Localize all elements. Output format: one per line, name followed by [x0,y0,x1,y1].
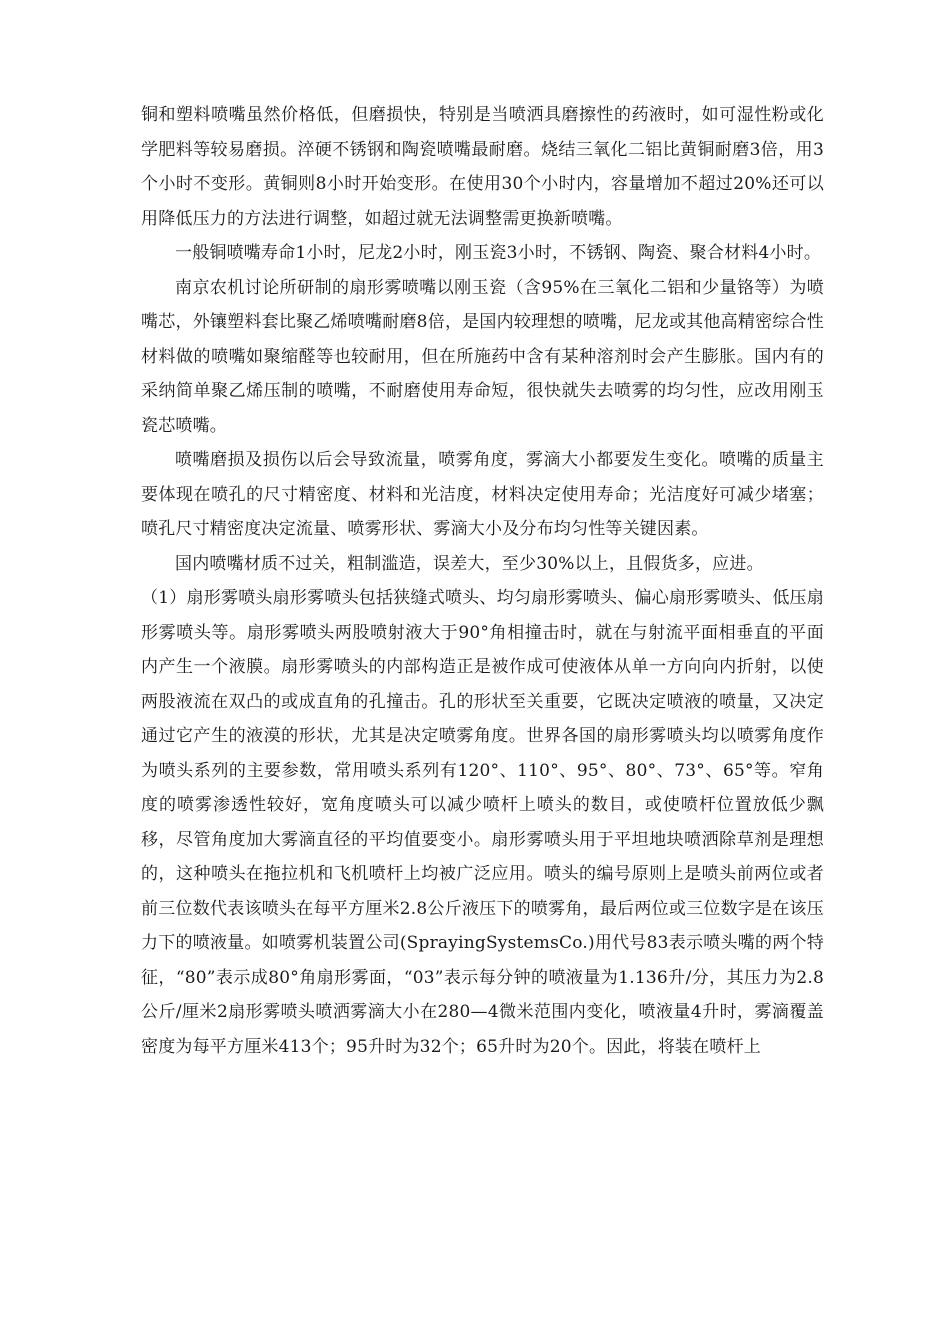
paragraph-nozzle-lifespan: 一般铜喷嘴寿命1小时，尼龙2小时，刚玉瓷3小时，不锈钢、陶瓷、聚合材料4小时。 [175,243,822,263]
paragraph-fan-nozzle: （1）扇形雾喷头扇形雾喷头包括狭缝式喷头、均匀扇形雾喷头、偏心扇形雾喷头、低压扇形雾喷头等。扇形雾喷头两股喷射液大于90°角相撞击时，就在与射流平面相垂直的平面内产生一个液膜。扇形雾喷头的内部构造正是被作成可使液体从单一方向向内折射，以使两股液流在双凸的或成直角的孔撞击。孔的形状至关重要，它既决定喷液的喷量，又决定通过它产生的液漠的形状，尤其是决定喷雾角度。世界各国的扇形雾喷头均以喷雾角度作为喷头系列的主要参数，常用喷头系列有120°、110°、95°、80°、73°、65°等。窄角度的喷雾渗透性较好，宽角度喷头可以减少喷杆上喷头的数目，或使喷杆位置放低少飘移，尽管角度加大雾滴直径的平均值要变小。扇形雾喷头用于平坦地块喷洒除草剂是理想的，这种喷头在拖拉机和飞机喷杆上均被广泛应用。喷头的编号原则上是喷头前两位或者前三位数代表该喷头在每平方厘米2.8公斤液压下的喷雾角，最后两位或三位数字是在该压力下的喷液量。如喷雾机装置公司(SprayingSystemsCo.)用代号83表示喷头嘴的两个特征，“80”表示成80°角扇形雾面，“03”表示每分钟的喷液量为1.136升/分，其压力为2.8公斤/厘米2扇形雾喷头喷洒雾滴大小在280—4微米范围内变化，喷液量4升时，雾滴覆盖密度为每平方厘米413个；95升时为32个；65升时为20个。因此，将装在喷杆上 [141,588,824,1057]
document-body [141,98,824,1064]
paragraph-nozzle-quality: 喷嘴磨损及损伤以后会导致流量，喷雾角度，雾滴大小都要发生变化。喷嘴的质量主要体现在喷孔的尺寸精密度、材料和光洁度，材料决定使用寿命；光洁度好可减少堵塞；喷孔尺寸精密度决定流量、喷雾形状、雾滴大小及分布均匀性等关键因素。 [141,450,824,539]
paragraph-nanjing-nozzle: 南京农机讨论所研制的扇形雾喷嘴以刚玉瓷（含95%在三氧化二铝和少量铬等）为喷嘴芯，外镶塑料套比聚乙烯喷嘴耐磨8倍，是国内较理想的喷嘴，尼龙或其他高精密综合性材料做的喷嘴如聚缩醛等也较耐用，但在所施药中含有某种溶剂时会产生膨胀。国内有的采纳简单聚乙烯压制的喷嘴，不耐磨使用寿命短，很快就失去喷雾的均匀性，应改用刚玉瓷芯喷嘴。 [141,277,824,436]
paragraph-domestic-nozzles: 国内喷嘴材质不过关，粗制滥造，误差大，至少30%以上，且假货多，应进。 [175,553,764,574]
paragraph-nozzle-wear: 铜和塑料喷嘴虽然价格低，但磨损快，特别是当喷洒具磨擦性的药液时，如可湿性粉或化学肥料等较易磨损。淬硬不锈钢和陶瓷喷嘴最耐磨。烧结三氧化二铝比黄铜耐磨3倍，用3个小时不变形。黄铜则8小时开始变形。在使用30个小时内，容量增加不超过20%还可以用降低压力的方法进行调整，如超过就无法调整需更换新喷嘴。 [141,105,824,229]
